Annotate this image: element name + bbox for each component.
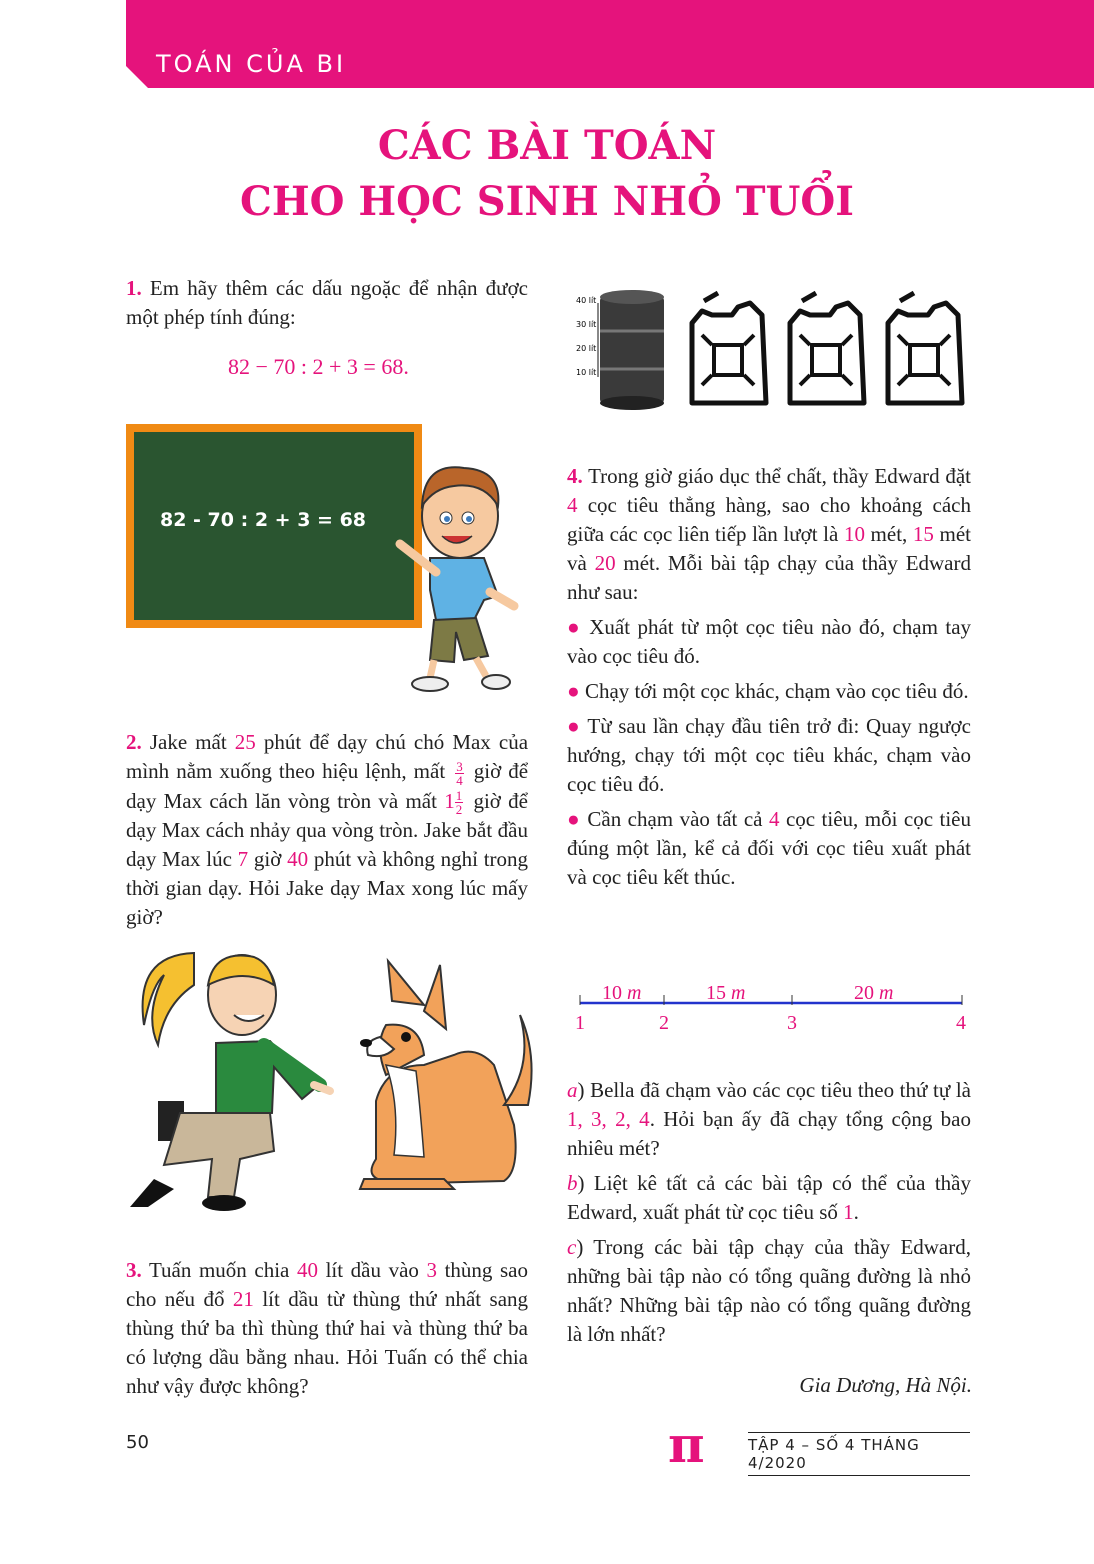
problem-2-text-4: giờ để dạy Max cách nhảy qua vòng tròn. Jake bắt đầu dạy Max lúc: [126, 788, 528, 872]
page-title-line2: CHO HỌC SINH NHỎ TUỔI: [239, 178, 854, 225]
problem-2: [126, 728, 528, 932]
problem-3-text-3: thùng sao cho nếu đổ: [126, 1258, 528, 1311]
problem-1-text: Em hãy thêm các dấu ngoặc để nhận được một phép tính đúng:: [126, 276, 528, 329]
bullet-icon: ●: [567, 714, 582, 738]
question-c: [567, 1233, 971, 1349]
problem-4-value-20: 20: [594, 551, 616, 575]
section-title: TOÁN CỦA BI: [156, 50, 347, 78]
bullet-text-2: Chạy tới một cọc khác, chạm vào cọc tiêu đó.: [584, 679, 969, 703]
mixed-denominator: 2: [455, 802, 463, 818]
question-c-label: c: [567, 1235, 577, 1259]
problem-1: [126, 274, 528, 332]
woman-dog-illustration: [124, 945, 534, 1220]
mixed-number-whole: 1: [444, 788, 455, 813]
cone-label-3: 3: [787, 1012, 797, 1034]
problem-4-text-1: Trong giờ giáo dục thể chất, thầy Edward đặt: [588, 464, 972, 488]
question-c-text: ) Trong các bài tập chạy của thầy Edward, những bài tập nào có tổng quãng đường là nhỏ nhất? Những bài tập nào có tổng quãng đường là lớn nhất?: [567, 1235, 971, 1346]
question-a-sequence: 1, 3, 2, 4: [567, 1107, 650, 1131]
problem-1-equation: 82 − 70 : 2 + 3 = 68.: [228, 354, 409, 379]
canister-icon: [692, 293, 766, 403]
bullet-value-4: 4: [768, 807, 780, 831]
segment-label-15: 15 m: [706, 982, 746, 1004]
question-a: [567, 1076, 971, 1163]
page-number: 50: [126, 1432, 149, 1453]
problem-4-text-5: mét. Mỗi bài tập chạy của thầy Edward như sau:: [567, 551, 971, 604]
fraction-three-quarters: [455, 760, 464, 787]
question-a-label: a: [567, 1078, 578, 1102]
problem-2-text-6: phút và không nghỉ trong thời gian dạy. Hỏi Jake dạy Max xong lúc mấy giờ?: [126, 847, 529, 930]
problem-2-text-1: Jake mất: [149, 730, 227, 754]
question-a-text-1: ) Bella đã chạm vào các cọc tiêu theo thứ tự là: [577, 1078, 971, 1102]
bullet-icon: ●: [567, 615, 582, 639]
problem-2-text-5: giờ: [253, 847, 282, 872]
bullet-text-4a: Cần chạm vào tất cả: [587, 807, 763, 831]
problem-4-text-3: mét,: [870, 522, 908, 546]
problem-2-value-40: 40: [287, 847, 309, 872]
barrel-icon: [598, 290, 664, 410]
oil-containers-illustration: [570, 285, 980, 415]
mixed-number-fraction: [455, 789, 464, 816]
problem-4-value-10: 10: [843, 522, 865, 546]
problem-3-value-40: 40: [296, 1258, 318, 1282]
bullet-icon: ●: [567, 807, 581, 831]
problem-3-text-2: lít dầu vào: [325, 1258, 419, 1282]
distance-diagram: [570, 975, 974, 1035]
bullet-text-4b: cọc tiêu, mỗi cọc tiêu đúng một lần, kể cả đối với cọc tiêu xuất phát và cọc tiêu kết thúc.: [567, 807, 972, 889]
problem-4-text-2: cọc tiêu thẳng hàng, sao cho khoảng cách giữa các cọc liên tiếp lần lượt là: [567, 493, 971, 546]
problem-3-value-21: 21: [232, 1287, 254, 1311]
author-signature: Gia Dương, Hà Nội.: [799, 1373, 972, 1397]
barrel-level-10: 10 lít: [576, 368, 597, 377]
question-b-value: 1: [843, 1200, 854, 1224]
problem-2-text-2: phút để dạy chú chó Max của mình nằm xuống theo hiệu lệnh, mất: [126, 730, 529, 783]
bullet-item: [567, 677, 971, 706]
bullet-text-3: Từ sau lần chạy đầu tiên trở đi: Quay ngược hướng, chạy tới một cọc tiêu khác, chạm vào cọc tiêu đó.: [567, 714, 971, 796]
problem-2-number: 2.: [126, 730, 142, 754]
problem-3-text-1: Tuấn muốn chia: [148, 1258, 290, 1282]
bullet-text-1: Xuất phát từ một cọc tiêu nào đó, chạm tay vào cọc tiêu đó.: [567, 615, 972, 668]
problem-1-number: 1.: [126, 276, 142, 300]
problem-3-number: 3.: [126, 1258, 142, 1282]
question-b-text-1: ) Liệt kê tất cả các bài tập có thể của thầy Edward, xuất phát từ cọc tiêu số: [567, 1171, 971, 1224]
problem-2-value-25: 25: [234, 730, 256, 754]
problem-2-value-7: 7: [237, 847, 249, 872]
question-b-label: b: [567, 1171, 578, 1195]
problem-2-text-3: giờ để dạy Max cách lăn vòng tròn và mất: [126, 759, 529, 813]
question-b: [567, 1169, 971, 1227]
problem-3: [126, 1256, 528, 1401]
segment-label-20: 20 m: [854, 982, 894, 1004]
chalkboard-illustration: [124, 420, 534, 695]
problem-4-text-4: mét và: [567, 522, 972, 575]
problem-4-value-15: 15: [912, 522, 934, 546]
bullet-icon: ●: [567, 679, 580, 703]
problem-4-value-4: 4: [567, 493, 578, 517]
question-b-text-2: .: [853, 1200, 859, 1224]
problem-4: [567, 462, 971, 892]
cone-label-2: 2: [659, 1012, 669, 1034]
barrel-level-30: 30 lít: [576, 320, 597, 329]
canister-icon: [790, 293, 864, 403]
bullet-item: [567, 712, 971, 799]
bullet-item: [567, 613, 971, 671]
fraction-numerator: 3: [456, 758, 463, 774]
problem-4-number: 4.: [567, 464, 583, 488]
segment-label-10: 10 m: [602, 982, 642, 1004]
cone-label-1: 1: [575, 1012, 585, 1034]
problem-4-questions: [567, 1076, 971, 1349]
canister-icon: [888, 293, 962, 403]
fraction-denominator: 4: [456, 772, 463, 788]
problem-3-value-3: 3: [426, 1258, 437, 1282]
bullet-item: [567, 805, 971, 892]
issue-info: TẬP 4 – SỐ 4 THÁNG 4/2020: [748, 1432, 970, 1476]
barrel-level-40: 40 lít: [576, 296, 597, 305]
question-a-text-2: . Hỏi bạn ấy đã chạy tổng cộng bao nhiêu mét?: [567, 1107, 971, 1160]
dog-icon: [360, 961, 532, 1189]
cone-label-4: 4: [956, 1012, 966, 1034]
barrel-level-20: 20 lít: [576, 344, 597, 353]
page-title-line1: CÁC BÀI TOÁN: [377, 122, 717, 169]
woman-icon: [130, 953, 330, 1211]
problem-3-text-4: lít dầu từ thùng thứ nhất sang thùng thứ ba thì thùng thứ hai và thùng thứ ba có lượng dầu bằng nhau. Hỏi Tuấn có thể chia như vậy được không?: [126, 1287, 529, 1398]
chalkboard-text: 82 - 70 : 2 + 3 = 68: [160, 509, 367, 531]
pi-logo-icon: π: [668, 1415, 705, 1474]
mixed-numerator: 1: [455, 788, 463, 804]
